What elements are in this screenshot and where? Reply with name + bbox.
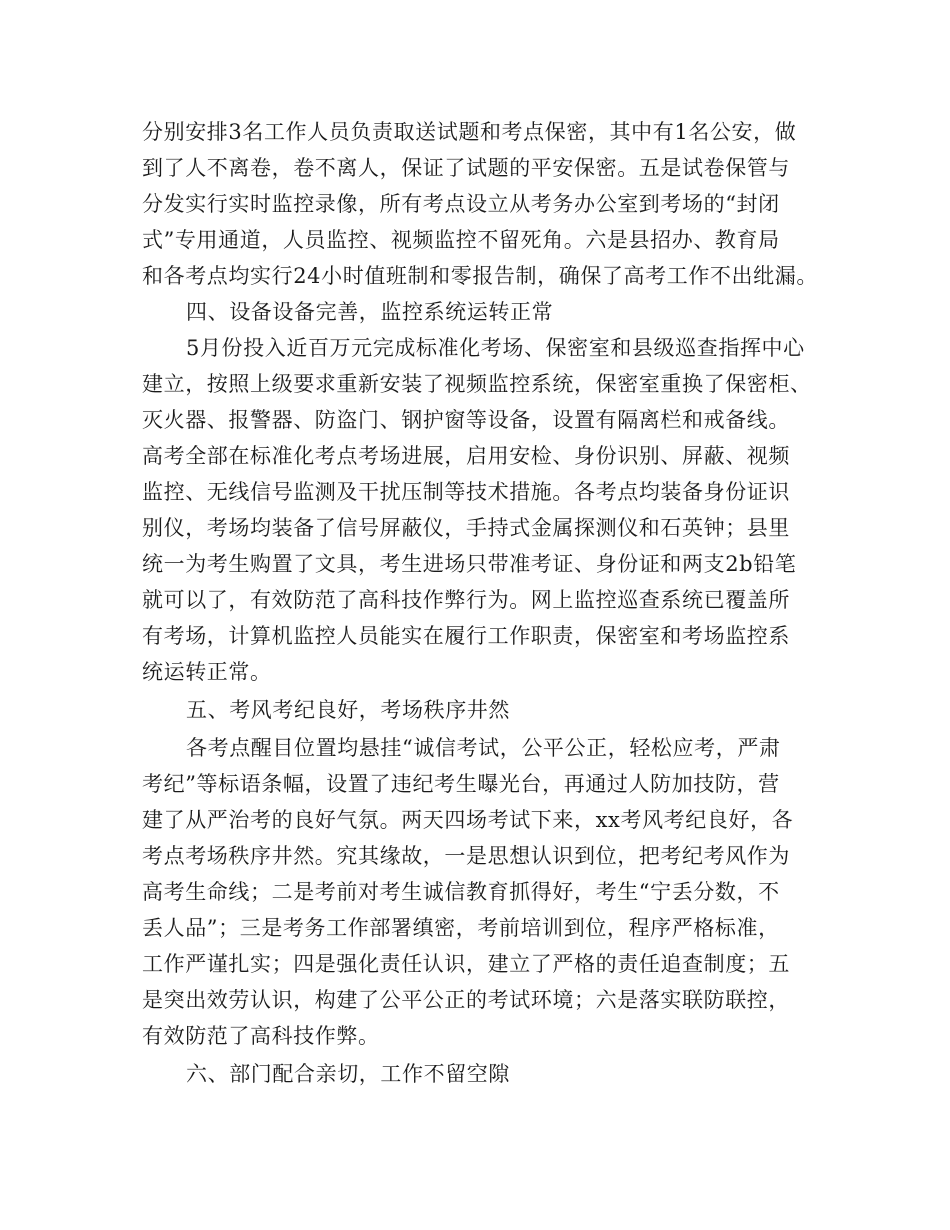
text-line: 和各考点均实行24小时值班制和零报告制，确保了高考工作不出纰漏。	[142, 264, 818, 288]
text-line: 灭火器、报警器、防盗门、钢护窗等设备，设置有隔离栏和戒备线。	[142, 408, 790, 432]
text-line: 各考点醒目位置均悬挂“诚信考试，公平公正，轻松应考，严肃	[186, 736, 781, 760]
text-line: 考纪”等标语条幅，设置了违纪考生曝光台，再通过人防加技防，营	[142, 772, 780, 796]
text-line: 统一为考生购置了文具，考生进场只带准考证、身份证和两支2b铅笔	[142, 552, 797, 576]
text-line: 5月份投入近百万元完成标准化考场、保密室和县级巡查指挥中心	[186, 336, 805, 360]
section-heading-6: 六、部门配合亲切，工作不留空隙	[186, 1062, 510, 1086]
text-line: 分别安排3名工作人员负责取送试题和考点保密，其中有1名公安，做	[142, 120, 797, 144]
section-heading-5: 五、考风考纪良好，考场秩序井然	[186, 698, 510, 722]
text-line: 高考全部在标准化考点考场进展，启用安检、身份识别、屏蔽、视频	[142, 444, 790, 468]
text-line: 有效防范了高科技作弊。	[142, 1024, 380, 1048]
text-line: 统运转正常。	[142, 660, 272, 684]
text-line: 就可以了，有效防范了高科技作弊行为。网上监控巡查系统已覆盖所	[142, 588, 790, 612]
text-line: 是突出效劳认识，构建了公平公正的考试环境；六是落实联防联控，	[142, 988, 790, 1012]
section-heading-4: 四、设备设备完善，监控系统运转正常	[186, 300, 554, 324]
text-line: 丢人品”；三是考务工作部署缜密，考前培训到位，程序严格标准，	[142, 916, 780, 940]
text-line: 工作严谨扎实；四是强化责任认识，建立了严格的责任追查制度；五	[142, 952, 790, 976]
text-line: 分发实行实时监控录像，所有考点设立从考务办公室到考场的“封闭	[142, 192, 780, 216]
text-line: 别仪，考场均装备了信号屏蔽仪，手持式金属探测仪和石英钟；县里	[142, 516, 790, 540]
text-line: 监控、无线信号监测及干扰压制等技术措施。各考点均装备身份证识	[142, 480, 790, 504]
text-line: 建立，按照上级要求重新安装了视频监控系统，保密室重换了保密柜、	[142, 372, 812, 396]
text-line: 考点考场秩序井然。究其缘故，一是思想认识到位，把考纪考风作为	[142, 844, 790, 868]
text-line: 有考场，计算机监控人员能实在履行工作职责，保密室和考场监控系	[142, 624, 790, 648]
text-line: 到了人不离卷，卷不离人，保证了试题的平安保密。五是试卷保管与	[142, 156, 790, 180]
text-line: 建了从严治考的良好气氛。两天四场考试下来，xx考风考纪良好，各	[142, 808, 794, 832]
text-line: 式”专用通道，人员监控、视频监控不留死角。六是县招办、教育局	[142, 228, 780, 252]
text-line: 高考生命线；二是考前对考生诚信教育抓得好，考生“宁丢分数，不	[142, 880, 780, 904]
